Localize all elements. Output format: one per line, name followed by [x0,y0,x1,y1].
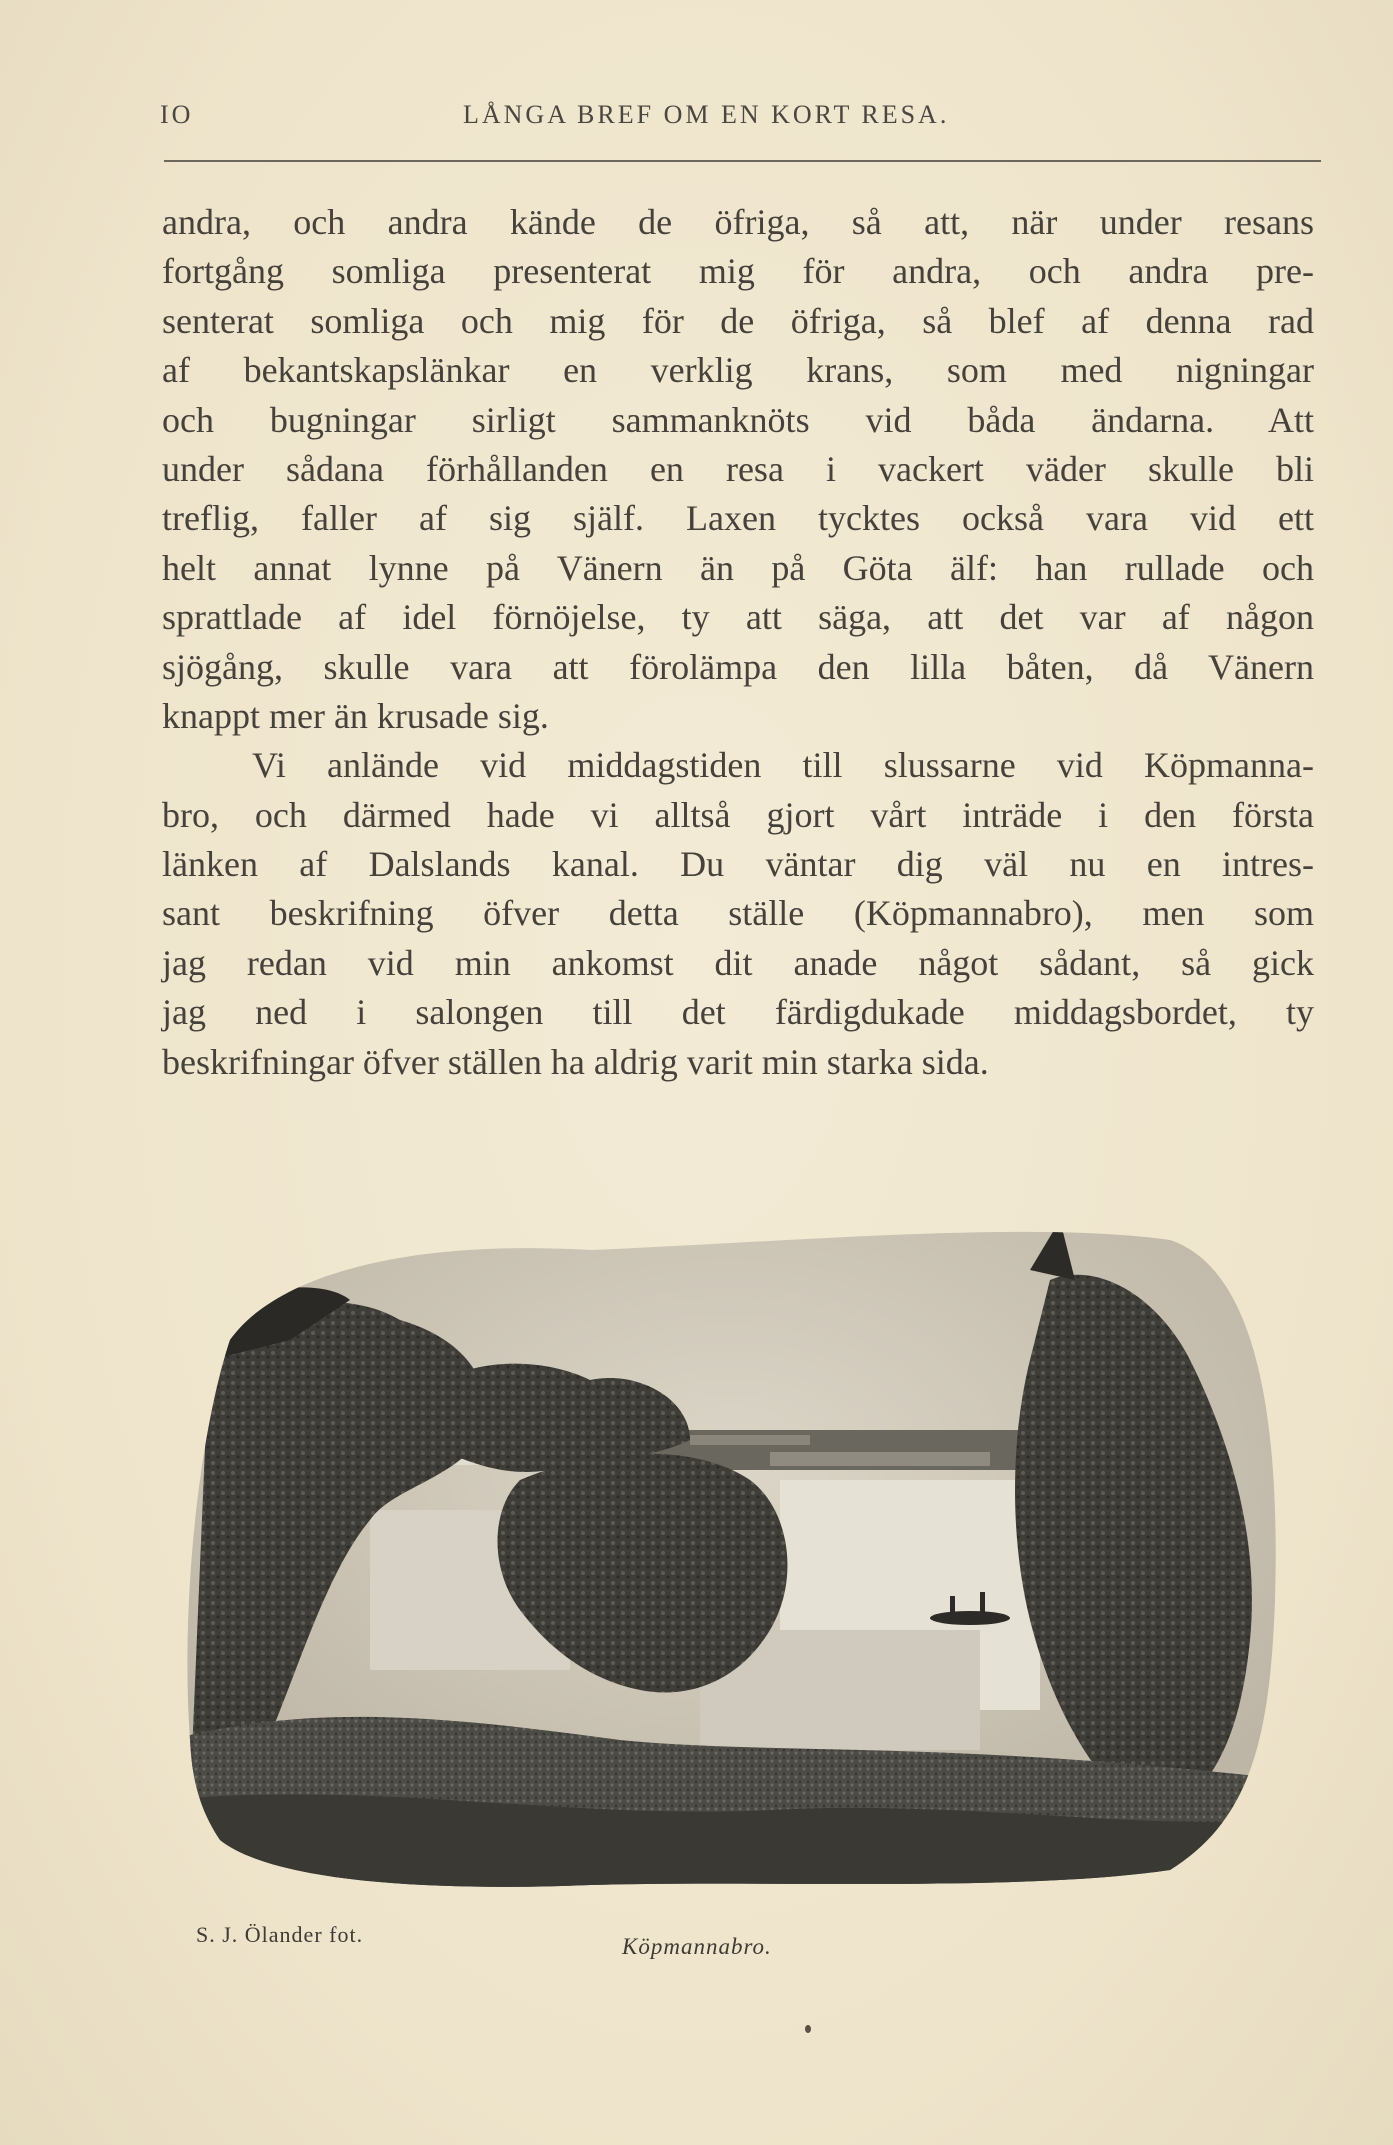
text-line: jag ned i salongen till det färdigdukade middagsbordet, ty [162,992,1314,1033]
text-line: jag redan vid min ankomst dit anade något sådant, så gick [162,942,1314,983]
text-line: under sådana förhållanden en resa i vackert väder skulle bli [162,448,1314,489]
text-line: sjögång, skulle vara att förolämpa den lilla båten, då Vänern [162,646,1314,687]
text-line: senterat somliga och mig för de öfriga, så blef af denna rad [162,300,1314,341]
text-line: länken af Dalslands kanal. Du väntar dig väl nu en intres- [162,844,1314,885]
photograph-image [170,1180,1290,1900]
page-number: IO [160,100,194,129]
text-line: af bekantskapslänkar en verklig krans, som med nigningar [162,350,1314,391]
text-line: Vi anlände vid middagstiden till slussarne vid Köpmanna- [252,745,1314,786]
header-rule [164,160,1321,162]
text-line: knappt mer än krusade sig. [162,695,549,736]
ink-speck [805,2025,811,2033]
text-line: helt annat lynne på Vänern än på Göta älf: han rullade och [162,547,1314,588]
body-text [162,198,1314,1087]
running-title: LÅNGA BREF OM EN KORT RESA. [463,100,950,129]
text-line: bro, och därmed hade vi alltså gjort vårt inträde i den första [162,794,1314,835]
text-line: sprattlade af idel förnöjelse, ty att säga, att det var af någon [162,597,1314,638]
text-line: treflig, faller af sig själf. Laxen tycktes också vara vid ett [162,498,1314,539]
photo-credit: S. J. Ölander fot. [196,1922,364,1947]
text-line: sant beskrifning öfver detta ställe (Köpmannabro), men som [162,893,1314,934]
photograph [170,1180,1290,1900]
figure-caption: Köpmannabro. [622,1934,772,1959]
running-head [160,100,1320,140]
text-line: beskrifningar öfver ställen ha aldrig varit min starka sida. [162,1041,989,1082]
text-line: andra, och andra kände de öfriga, så att, när under resans [162,202,1314,242]
text-line: fortgång somliga presenterat mig för andra, och andra pre- [162,251,1314,292]
text-line: och bugningar sirligt sammanknöts vid båda ändarna. Att [162,399,1314,440]
